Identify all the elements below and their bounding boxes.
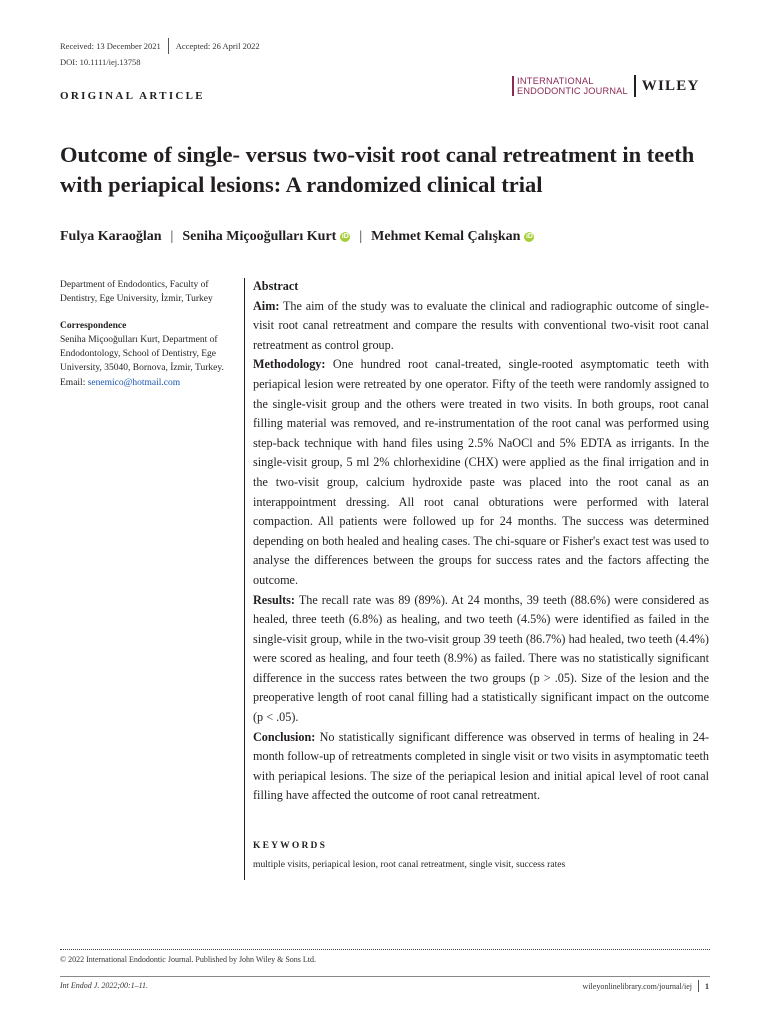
- email-link[interactable]: senemico@hotmail.com: [87, 377, 181, 388]
- email-label: Email:: [60, 377, 88, 388]
- abstract-heading: Abstract: [253, 279, 299, 293]
- received-date: Received: 13 December 2021: [60, 41, 161, 51]
- publisher-logo: WILEY: [641, 77, 700, 94]
- author-list: [60, 229, 534, 245]
- author-separator: |: [359, 229, 363, 244]
- citation: Int Endod J. 2022;00:1–11.: [60, 981, 149, 990]
- aim-text: The aim of the study was to evaluate the clinical and radiographic outcome of single-visit root canal retreatment and compare the results with conventional two-visit root canal retreatment as control group.: [253, 298, 710, 352]
- journal-name-line2: ENDODONTIC JOURNAL: [517, 86, 628, 96]
- abstract-methodology: [253, 355, 709, 590]
- author-name[interactable]: Fulya Karaoğlan: [60, 229, 162, 244]
- correspondence-heading: Correspondence: [60, 320, 127, 331]
- author-separator: |: [170, 229, 174, 244]
- footer-right: [583, 980, 709, 992]
- journal-name: [512, 76, 628, 96]
- divider: [698, 980, 699, 992]
- orcid-icon[interactable]: iD: [341, 233, 349, 240]
- methodology-text: One hundred root canal-treated, single-rooted asymptomatic teeth with periapical lesion were retreated by one operator. Fifty of the teeth were randomly assigned to the single-visit group and the others were treated in two visits. In both groups, root canal filling material was removed, and re-instrumentation of the root canal was performed using step-back technique with hand files using 2.5% NaOCl and 5% EDTA as irrigants. In the single-visit group, 5 ml 2% chlorhexidine (CHX) were applied as the final irrigation and in the two-visit group, calcium hydroxide paste was placed into the root canal as an interappointment dressing. All root canal obturations were performed with lateral compaction. All patients were followed up for 24 months. The success was determined depending on both healed and healing cases. The chi-square or Fisher's exact test was used to analyse the differences between the groups for success rates and the factors affecting the outcome.: [253, 357, 710, 587]
- affiliation: Department of Endodontics, Faculty of Dentistry, Ege University, İzmir, Turkey: [60, 280, 213, 305]
- conclusion-label: Conclusion:: [253, 729, 316, 744]
- article-type: ORIGINAL ARTICLE: [60, 90, 205, 102]
- abstract-results: [253, 591, 709, 728]
- results-text: The recall rate was 89 (89%). At 24 months, 39 teeth (88.6%) were considered as healed, three teeth (6.8%) as healing, and two teeth (4.5%) were identified as failed in the single-visit group, while in the two-visit group 39 teeth (86.7%) had healed, two teeth (4.4%) were scored as healing, and four teeth (8.9%) as failed. There was no statistically significant difference in the success rates between the two groups (p > .05). Size of the lesion and the preoperative length of root canal filling had a statistically significant impact on the outcome (p < .05).: [253, 592, 709, 725]
- accepted-date: Accepted: 26 April 2022: [175, 41, 260, 51]
- keywords-heading: KEYWORDS: [253, 841, 328, 851]
- footer-rule: [60, 976, 710, 977]
- journal-logo: [512, 75, 699, 97]
- abstract-conclusion: [253, 728, 709, 806]
- results-label: Results:: [253, 592, 295, 607]
- correspondence-address: Seniha Miçooğulları Kurt, Department of Endodontology, School of Dentistry, Ege University, 35040, Bornova, İzmir, Turkey.: [60, 334, 224, 374]
- logo-divider: [634, 75, 636, 97]
- article-title: Outcome of single- versus two-visit root canal retreatment in teeth with periapical lesions: A randomized clinical trial: [60, 142, 695, 197]
- page-number: 1: [705, 981, 709, 991]
- keywords-list: multiple visits, periapical lesion, root canal retreatment, single visit, success rates: [253, 859, 566, 870]
- sidebar-info: [60, 278, 235, 390]
- divider: [168, 38, 169, 54]
- orcid-icon[interactable]: iD: [525, 233, 533, 240]
- abstract: [253, 277, 709, 806]
- copyright-notice: © 2022 International Endodontic Journal. Published by John Wiley & Sons Ltd.: [60, 955, 317, 964]
- author-name[interactable]: Seniha Miçooğulları Kurt: [182, 229, 337, 244]
- journal-url[interactable]: wileyonlinelibrary.com/journal/iej: [582, 981, 692, 991]
- methodology-label: Methodology:: [253, 357, 326, 372]
- doi[interactable]: DOI: 10.1111/iej.13758: [60, 57, 141, 67]
- column-divider: [244, 278, 245, 880]
- author-name[interactable]: Mehmet Kemal Çalışkan: [371, 229, 521, 244]
- correspondence-email: [60, 376, 235, 390]
- abstract-aim: [253, 297, 709, 356]
- conclusion-text: No statistically significant difference was observed in terms of healing in 24-month follow-up of retreatments completed in single visit or two visits in asymptomatic teeth with periapical lesions. The size of the periapical lesion and initial apical level of root canal filling have affected the outcome of root canal retreatment.: [253, 729, 710, 803]
- aim-label: Aim:: [253, 298, 280, 313]
- article-dates: [60, 38, 260, 54]
- journal-name-line1: INTERNATIONAL: [517, 76, 594, 86]
- footer-dotted-rule: [60, 949, 710, 950]
